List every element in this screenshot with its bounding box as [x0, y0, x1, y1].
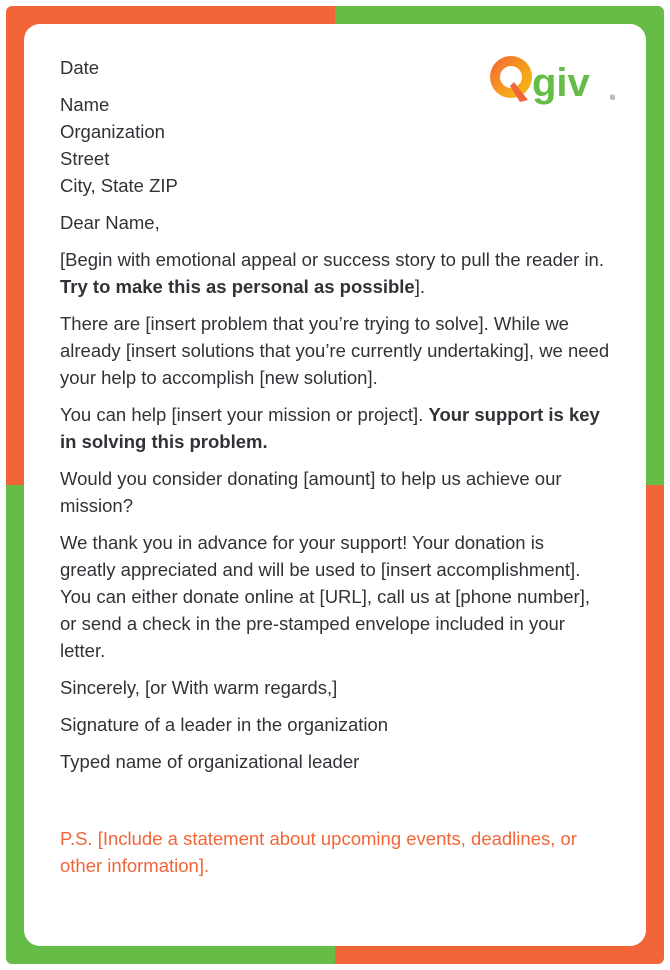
address-line: Organization — [60, 121, 165, 142]
qgiv-logo — [486, 48, 622, 110]
closing: Sincerely, [or With warm regards,] — [60, 677, 338, 698]
logo-wordmark: giv — [532, 61, 590, 105]
paragraph-ask: Would you consider donating [amount] to help us achieve our mission? — [60, 468, 562, 516]
typed-name: Typed name of organizational leader — [60, 751, 360, 772]
paragraph-mission: You can help [insert your mission or project]. Your support is key in solving this problem. — [60, 404, 600, 452]
postscript: P.S. [Include a statement about upcoming events, deadlines, or other information]. — [60, 828, 577, 876]
paragraph-problem: There are [insert problem that you’re trying to solve]. While we already [insert solutions that you’re currently undertaking], we need your help to accomplish [new solution]. — [60, 313, 610, 388]
address-line: Name — [60, 94, 110, 115]
paragraph-thanks: We thank you in advance for your support! Your donation is greatly appreciated and will be used to [insert accomplishment]. You can either donate online at [URL], call us at [phone number], or send a check in the pre-stamped envelope included in your letter. — [60, 532, 590, 661]
logo-registered-mark: ® — [610, 95, 616, 102]
salutation: Dear Name, — [60, 212, 160, 233]
address-line: City, State ZIP — [60, 175, 178, 196]
signature-line: Signature of a leader in the organization — [60, 714, 389, 735]
support-emphasis: Your support is key in solving this problem. — [60, 404, 600, 452]
address-line: Street — [60, 148, 110, 169]
letter-body — [60, 54, 620, 879]
paragraph-appeal: [Begin with emotional appeal or success story to pull the reader in. Try to make this as personal as possible]. — [60, 249, 604, 297]
letter-date: Date — [60, 57, 100, 78]
appeal-emphasis: Try to make this as personal as possible — [60, 276, 415, 297]
